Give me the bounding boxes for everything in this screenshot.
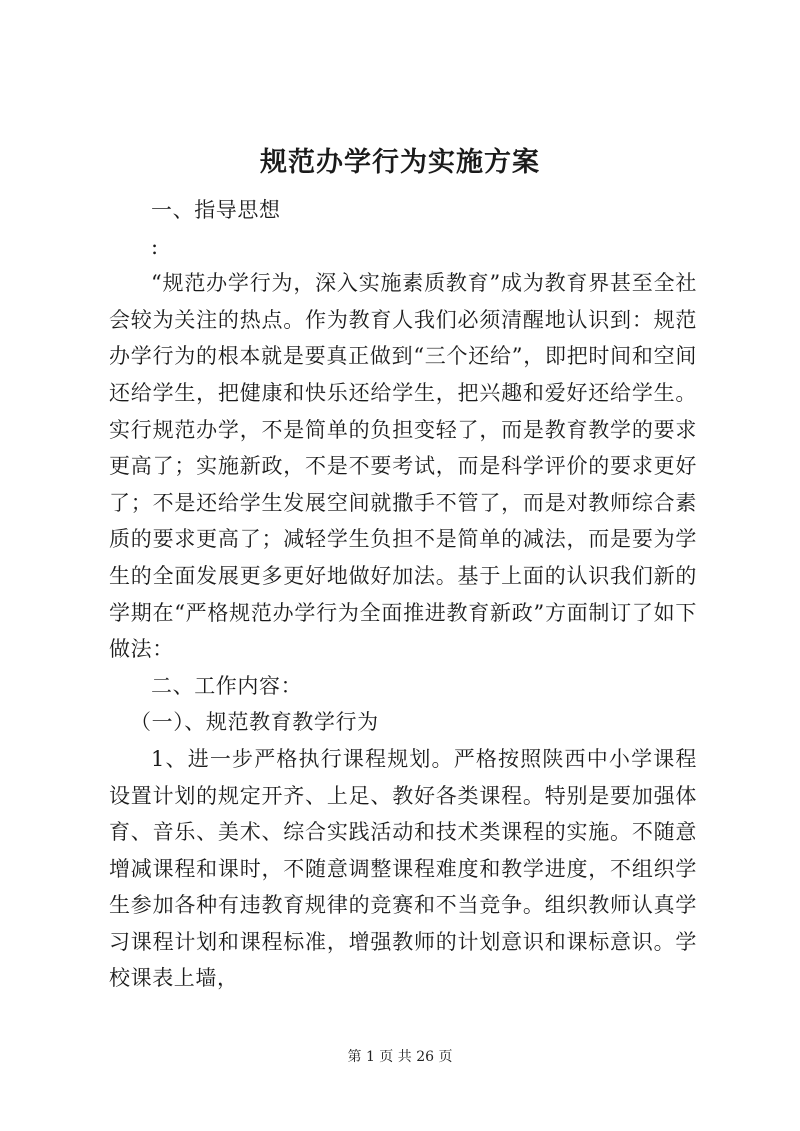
page-number-footer: 第 1 页 共 26 页 (347, 1049, 453, 1065)
section-heading-work-content: 二、工作内容： (151, 673, 303, 698)
body-paragraph-intro: “规范办学行为，深入实施素质教育”成为教育界甚至全社会较为关注的热点。作为教育人我们必须清醒地认识到：规范办学行为的根本就是要真正做到“三个还给”，即把时间和空间还给学生，把健康和快乐还给学生，把兴趣和爱好还给学生。实行规范办学，不是简单的负担变轻了，而是教育教学的要求更高了；实施新政，不是不要考试，而是科学评价的要求更好了；不是还给学生发展空间就撒手不管了，而是对教师综合素质的要求更高了；减轻学生负担不是简单的减法，而是要为学生的全面发展更多更好地做好加法。基于上面的认识我们新的学期在“严格规范办学行为全面推进教育新政”方面制订了如下做法： (109, 271, 697, 662)
document-body (109, 192, 697, 997)
subsection-heading-teaching-behavior: （一）、规范教育教学行为 (130, 710, 379, 735)
document-title: 规范办学行为实施方案 (260, 147, 540, 178)
body-paragraph-curriculum: 1、进一步严格执行课程规划。严格按照陕西中小学课程设置计划的规定开齐、上足、教好各类课程。特别是要加强体育、音乐、美术、综合实践活动和技术类课程的实施。不随意增减课程和课时，不随意调整课程难度和教学进度，不组织学生参加各种有违教育规律的竞赛和不当竞争。组织教师认真学习课程计划和课程标准，增强教师的计划意识和课标意识。学校课表上墙， (109, 746, 697, 991)
colon-line: : (151, 234, 159, 259)
section-heading-guiding-thought: 一、指导思想 (151, 198, 281, 222)
